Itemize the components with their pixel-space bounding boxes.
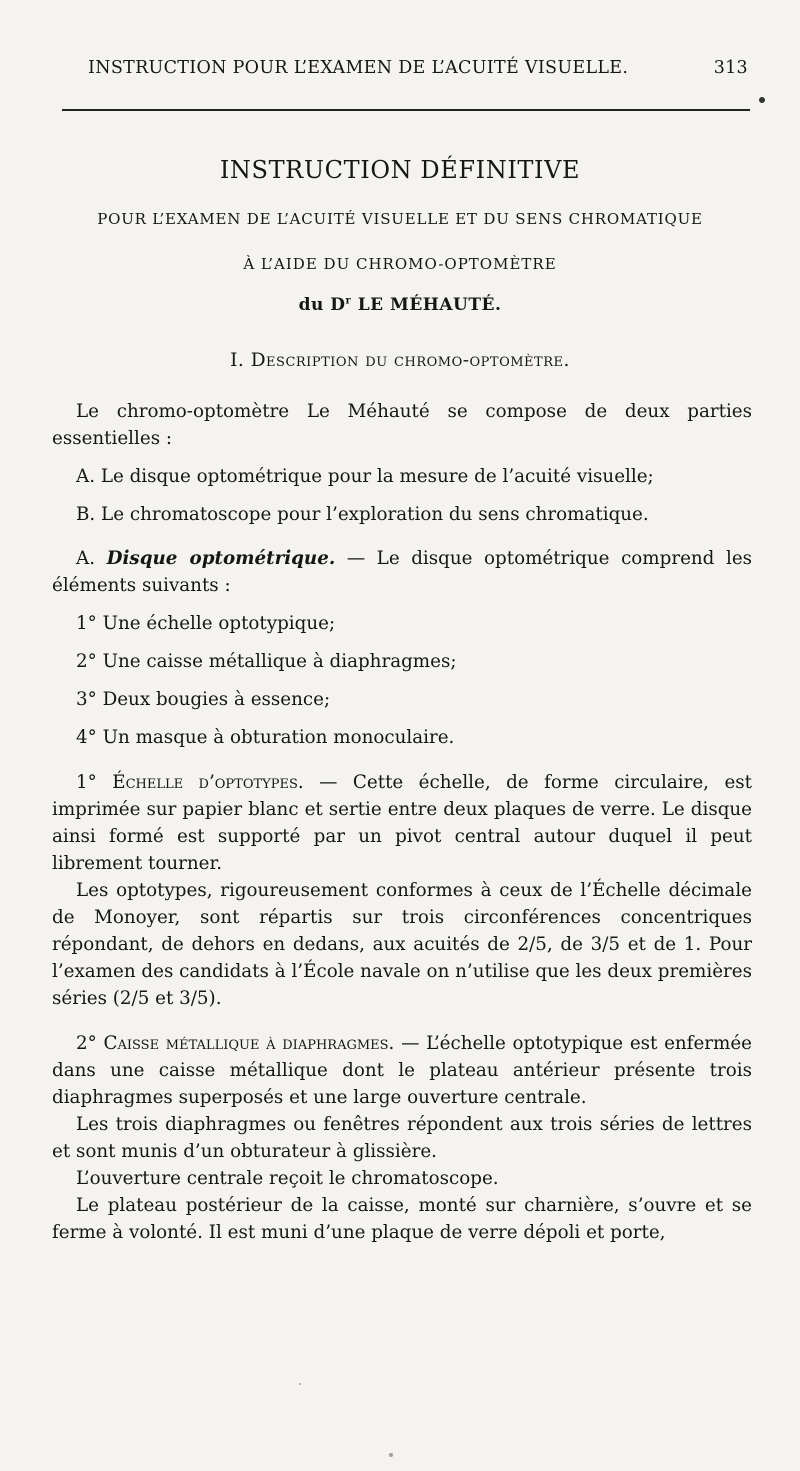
paragraph-echelle xyxy=(52,769,752,877)
author-prefix-sup: r xyxy=(345,295,352,307)
paper-speck xyxy=(389,1453,393,1457)
list-item: 1° Une échelle optotypique; xyxy=(76,613,336,634)
running-head xyxy=(88,58,748,78)
section-heading xyxy=(40,350,760,371)
list-item: 3° Deux bougies à essence; xyxy=(76,689,331,710)
paragraph-plateau: Le plateau postérieur de la caisse, monté sur charnière, s’ouvre et se ferme à volonté. Il est muni d’une plaque de verre dépoli et porte, xyxy=(52,1195,752,1243)
header-rule xyxy=(62,109,750,111)
running-head-title: INSTRUCTION POUR L’EXAMEN DE L’ACUITÉ VISUELLE. xyxy=(88,58,629,78)
ink-spot xyxy=(759,97,765,103)
author-prefix: du D xyxy=(298,295,346,315)
paper-speck xyxy=(299,1383,301,1385)
section-number: I. xyxy=(230,350,245,371)
document-title: INSTRUCTION DÉFINITIVE xyxy=(219,156,581,184)
paragraph-disque xyxy=(52,545,752,599)
disque-lead: A. xyxy=(76,548,107,569)
author-name: LE MÉHAUTÉ. xyxy=(351,295,502,315)
paragraph-ouverture: L’ouverture centrale reçoit le chromatoscope. xyxy=(76,1168,499,1189)
section-title: Description du chromo-optomètre. xyxy=(250,350,570,371)
paragraph-caisse xyxy=(52,1030,752,1111)
list-item: 2° Une caisse métallique à diaphragmes; xyxy=(76,651,457,672)
paragraph-optotypes: Les optotypes, rigoureusement conformes à ceux de l’Échelle décimale de Monoyer, sont répartis sur trois circonférences concentriques répondant, de dehors en dedans, aux acuités de 2/5, de 3/5 et de 1. Pour l’examen des candidats à l’École navale on n’utilise que les deux premières séries (2/5 et 3/5). xyxy=(52,880,752,1009)
page-number: 313 xyxy=(713,58,748,78)
caisse-text: — L’échelle optotypique est enfermée dans une caisse métallique dont le plateau antérieur présente trois diaphragmes superposés et une large ouverture centrale. xyxy=(52,1033,752,1108)
document-author xyxy=(40,295,760,315)
body-text xyxy=(52,398,752,1246)
caisse-lead: 2° Caisse métallique à diaphragmes. xyxy=(76,1033,395,1054)
disque-text: — Le disque optométrique comprend les éléments suivants : xyxy=(52,548,753,596)
disque-title: Disque optométrique. xyxy=(106,548,336,569)
list-item: 4° Un masque à obturation monoculaire. xyxy=(76,727,455,748)
paragraph-part-b: B. Le chromatoscope pour l’exploration du sens chromatique. xyxy=(76,504,649,525)
paragraph-intro: Le chromo-optomètre Le Méhauté se compose de deux parties essentielles : xyxy=(52,401,752,449)
document-subtitle-line-2: À L’AIDE DU CHROMO-OPTOMÈTRE xyxy=(243,255,557,273)
paragraph-diaphragmes: Les trois diaphragmes ou fenêtres répondent aux trois séries de lettres et sont munis d’un obturateur à glissière. xyxy=(52,1114,752,1162)
echelle-lead: 1° Échelle d’optotypes. xyxy=(76,772,304,793)
echelle-text: — Cette échelle, de forme circulaire, est imprimée sur papier blanc et sertie entre deux plaques de verre. Le disque ainsi formé est supporté par un pivot central autour duquel il peut librement tourner. xyxy=(52,772,752,874)
document-subtitle-line-1: POUR L’EXAMEN DE L’ACUITÉ VISUELLE ET DU SENS CHROMATIQUE xyxy=(97,210,703,228)
paragraph-part-a: A. Le disque optométrique pour la mesure de l’acuité visuelle; xyxy=(76,466,654,487)
